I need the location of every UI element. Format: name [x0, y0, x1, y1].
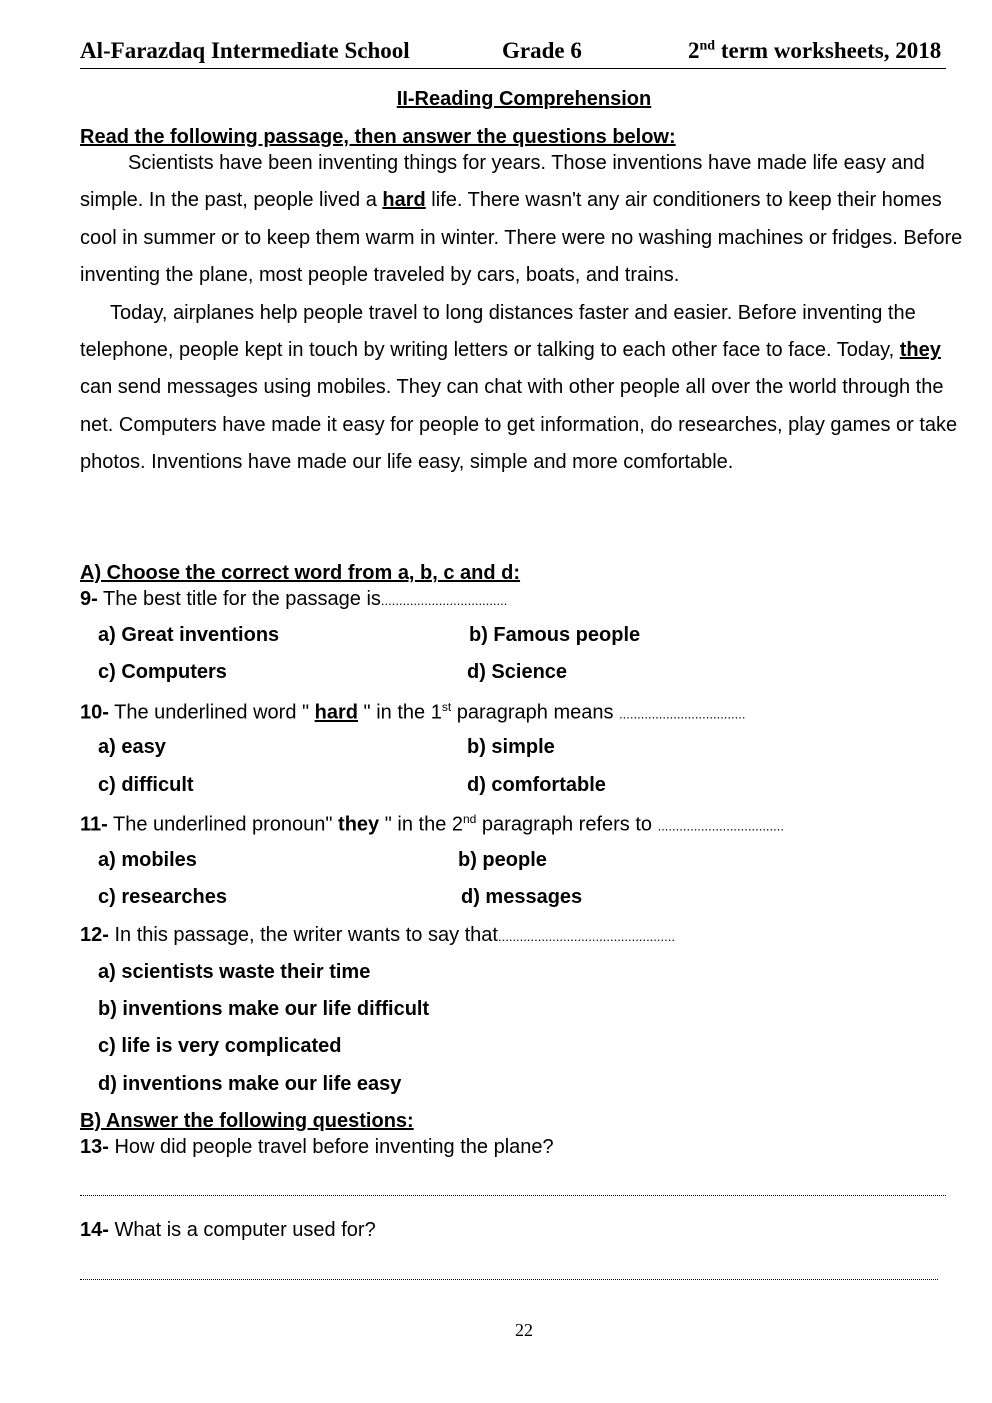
question-10: [80, 700, 745, 725]
q11-text-b: " in the 2: [379, 813, 463, 836]
school-name: Al-Farazdaq Intermediate School: [80, 38, 410, 63]
q10-option-d[interactable]: d) comfortable: [467, 774, 606, 796]
q11-option-a[interactable]: a) mobiles: [98, 849, 197, 871]
q11-keyword: they: [338, 813, 380, 836]
term-text: term worksheets, 2018: [715, 38, 942, 63]
q12-option-b[interactable]: b) inventions make our life difficult: [98, 998, 430, 1020]
question-13: [80, 1136, 554, 1159]
q10-keyword: hard: [314, 701, 358, 724]
q9-text: The best title for the passage is: [97, 588, 381, 610]
q10-text-b: " in the 1: [358, 701, 442, 724]
q9-number: 9-: [80, 588, 98, 610]
part-a-heading: A) Choose the correct word from a, b, c and d:: [80, 562, 521, 584]
q9-blank: ...................................: [380, 593, 508, 608]
keyword-hard: hard: [382, 189, 426, 212]
part-b-heading: B) Answer the following questions:: [80, 1110, 414, 1132]
p1-text-a: Scientists have been inventing things for years. Those inventions have made life easy and simple. In the past, people lived a: [80, 152, 925, 212]
q11-superscript: nd: [463, 812, 477, 826]
q9-option-b[interactable]: b) Famous people: [469, 624, 641, 646]
q10-option-b[interactable]: b) simple: [467, 736, 555, 758]
q12-number: 12-: [80, 924, 109, 946]
q12-option-d[interactable]: d) inventions make our life easy: [98, 1073, 402, 1095]
q11-text-c: paragraph refers to: [476, 813, 658, 836]
term-number: 2: [688, 38, 700, 63]
grade-label: Grade 6: [502, 38, 582, 63]
q10-option-c[interactable]: c) difficult: [98, 774, 194, 796]
keyword-they: they: [899, 339, 941, 362]
q10-text-c: paragraph means: [451, 701, 620, 724]
passage-paragraph-2: [80, 295, 970, 482]
p2-text-a: Today, airplanes help people travel to long distances faster and easier. Before inventing the telephone, people kept in touch by writing letters or talking to each other face to face. Today,: [80, 301, 916, 362]
page-header: [80, 38, 946, 69]
question-12: [80, 924, 675, 947]
q11-option-d[interactable]: d) messages: [461, 886, 583, 908]
q10-superscript: st: [441, 700, 452, 714]
q14-number: 14-: [80, 1219, 109, 1241]
q14-answer-line[interactable]: [80, 1275, 938, 1280]
passage-paragraph-1: [80, 145, 970, 295]
page-number: 22: [515, 1320, 533, 1340]
p1-text-b: life. There wasn't any air conditioners to keep their homes cool in summer or to keep them warm in winter. There were no washing machines or fridges. Before inventing the plane, most people traveled by cars, boats, and trains.: [80, 189, 963, 287]
question-9: [80, 588, 507, 611]
instruction-heading: Read the following passage, then answer the questions below:: [80, 126, 676, 148]
q11-option-b[interactable]: b) people: [458, 849, 547, 871]
reading-passage: [80, 145, 970, 482]
term-superscript: nd: [699, 38, 716, 54]
p2-text-b: can send messages using mobiles. They can chat with other people all over the world through the net. Computers have made it easy for people to get information, do researches, play games or take photos. Inventions have made our life easy, simple and more comfortable.: [80, 376, 958, 474]
q9-option-a[interactable]: a) Great inventions: [98, 624, 280, 646]
q14-text: What is a computer used for?: [108, 1219, 376, 1241]
question-11: [80, 812, 784, 837]
section-title: II-Reading Comprehension: [396, 88, 652, 110]
q12-option-a[interactable]: a) scientists waste their time: [98, 961, 371, 983]
q13-number: 13-: [80, 1136, 109, 1158]
q9-option-c[interactable]: c) Computers: [98, 661, 227, 683]
q10-blank: ...................................: [619, 706, 746, 722]
q11-option-c[interactable]: c) researches: [98, 886, 227, 908]
q13-text: How did people travel before inventing the plane?: [108, 1136, 554, 1158]
q10-number: 10-: [80, 701, 109, 724]
q11-text-a: The underlined pronoun": [107, 813, 339, 836]
q11-blank: ...................................: [657, 818, 784, 834]
q12-option-c[interactable]: c) life is very complicated: [98, 1035, 342, 1057]
question-14: [80, 1219, 376, 1242]
q10-text-a: The underlined word ": [108, 701, 315, 724]
q13-answer-line[interactable]: [80, 1191, 946, 1196]
q12-text: In this passage, the writer wants to say that: [108, 924, 498, 946]
q9-option-d[interactable]: d) Science: [467, 661, 568, 683]
q12-blank: .................................................: [498, 929, 675, 944]
q10-option-a[interactable]: a) easy: [98, 736, 166, 758]
term-label: [688, 38, 941, 64]
q11-number: 11-: [80, 813, 108, 836]
